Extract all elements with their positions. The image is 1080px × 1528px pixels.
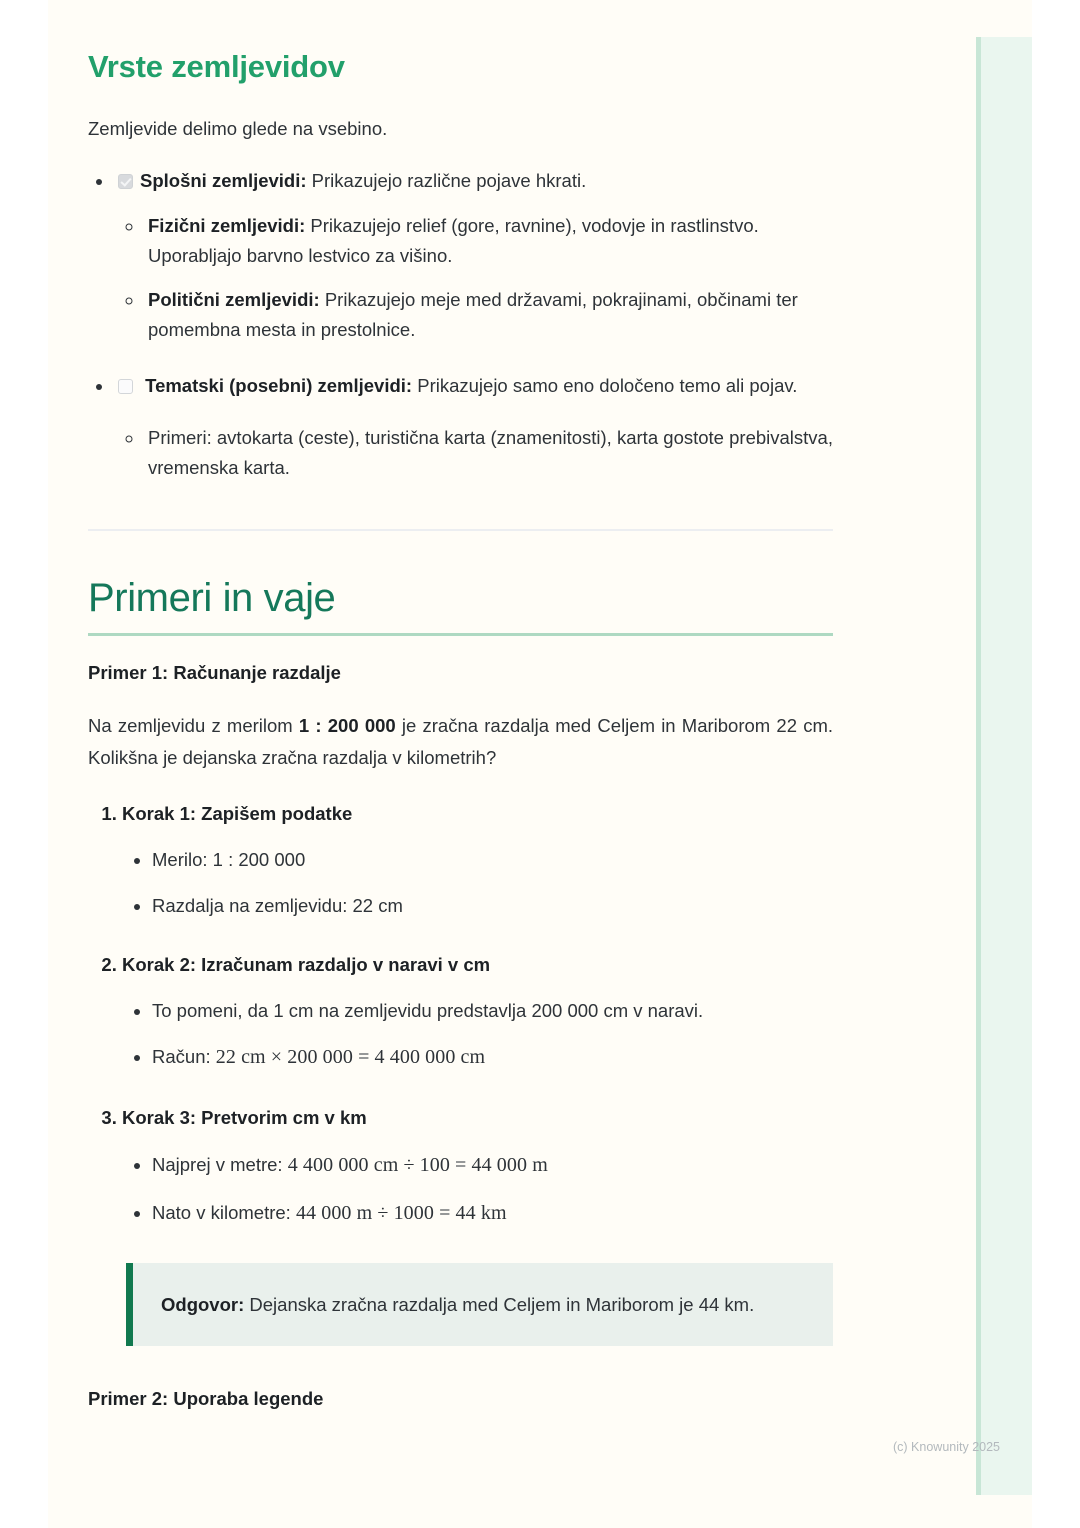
step-bullet-text: To pomeni, da 1 cm na zemljevidu predstavlja 200 000 cm v naravi.: [152, 999, 704, 1021]
page-edge-strip: [976, 37, 1032, 1495]
example-1-problem: [88, 710, 833, 774]
sublist-item-term: Politični zemljevidi:: [148, 289, 320, 311]
step-bullet-formula: 22 cm × 200 000 = 4 400 000 cm: [215, 1046, 486, 1069]
sublist-item-text: Prikazujejo relief (gore, ravnine), vodovje in rastlinstvo. Uporabljajo barvno lestvico za višino.: [148, 215, 759, 267]
problem-text-pre: Na zemljevidu z merilom: [88, 714, 299, 736]
step-bullets: [122, 1149, 833, 1229]
list-item: [152, 845, 833, 875]
list-item: [144, 423, 833, 483]
list-item: [144, 285, 833, 345]
list-item: [152, 891, 833, 921]
list-item: [122, 799, 833, 920]
list-item-term: Splošni zemljevidi:: [140, 169, 307, 191]
list-item-term: Tematski (posebni) zemljevidi:: [140, 375, 413, 397]
example-2-heading: Primer 2: Uporaba legende: [88, 1388, 324, 1410]
sublist-item-text: Primeri: avtokarta (ceste), turistična karta (znamenitosti), karta gostote prebivalstva, vremenska karta.: [148, 426, 833, 478]
step-heading: Korak 1: Zapišem podatke: [122, 803, 353, 825]
step-bullet-text: Razdalja na zemljevidu: 22 cm: [152, 894, 403, 916]
page-title: Vrste zemljevidov: [88, 49, 345, 84]
list-item-text: Prikazujejo samo eno določeno temo ali pojav.: [412, 375, 798, 397]
step-bullets: [122, 845, 833, 920]
answer-callout: [126, 1263, 833, 1346]
examples-section-title: Primeri in vaje: [88, 575, 833, 636]
map-types-list: [88, 166, 833, 483]
step-bullet-formula: 44 000 m ÷ 1000 = 44 km: [295, 1202, 507, 1225]
intro-paragraph: Zemljevide delimo glede na vsebino.: [88, 118, 388, 140]
list-item: [152, 1041, 833, 1073]
list-item: [114, 371, 833, 483]
checkbox-unchecked-icon[interactable]: [118, 379, 133, 394]
step-bullet-label: Nato v kilometre:: [152, 1202, 296, 1224]
answer-text: [161, 1289, 803, 1320]
example-1-steps: [88, 799, 833, 1229]
step-heading: Korak 3: Pretvorim cm v km: [122, 1107, 367, 1129]
step-bullet-label: Račun:: [152, 1046, 216, 1068]
step-bullet-text: Merilo: 1 : 200 000: [152, 849, 306, 871]
list-item: [144, 211, 833, 271]
list-item: [152, 996, 833, 1026]
example-1-heading: Primer 1: Računanje razdalje: [88, 661, 341, 683]
step-bullet-label: Najprej v metre:: [152, 1154, 288, 1176]
problem-scale-value: 1 : 200 000: [298, 714, 396, 736]
step-heading: Korak 2: Izračunam razdaljo v naravi v cm: [122, 954, 491, 976]
answer-body: Dejanska zračna razdalja med Celjem in Mariborom je 44 km.: [244, 1294, 755, 1316]
list-item: [152, 1197, 833, 1229]
checkbox-checked-icon[interactable]: [118, 174, 133, 189]
copyright-watermark: (c) Knowunity 2025: [893, 1440, 1001, 1454]
problem-text-post: je zračna razdalja med Celjem in Mariborom 22 cm. Kolikšna je dejanska zračna razdalja v kilometrih?: [88, 714, 833, 768]
answer-label: Odgovor:: [161, 1294, 245, 1316]
sublist-item-term: Fizični zemljevidi:: [148, 215, 306, 237]
map-types-sublist-general: [118, 211, 833, 345]
list-item: [114, 166, 833, 345]
sublist-item-text: Prikazujejo meje med državami, pokrajinami, občinami ter pomembna mesta in prestolnice.: [148, 289, 798, 341]
document-content: [88, 0, 833, 1410]
list-item: [122, 950, 833, 1073]
list-item: [122, 1103, 833, 1229]
step-bullets: [122, 996, 833, 1074]
step-bullet-formula: 4 400 000 cm ÷ 100 = 44 000 m: [287, 1154, 548, 1177]
list-item-text: Prikazujejo različne pojave hkrati.: [306, 169, 587, 191]
map-types-sublist-thematic: [118, 423, 833, 483]
section-divider: [88, 529, 833, 531]
list-item: [152, 1149, 833, 1181]
page-edge-strip-line: [976, 37, 981, 1495]
